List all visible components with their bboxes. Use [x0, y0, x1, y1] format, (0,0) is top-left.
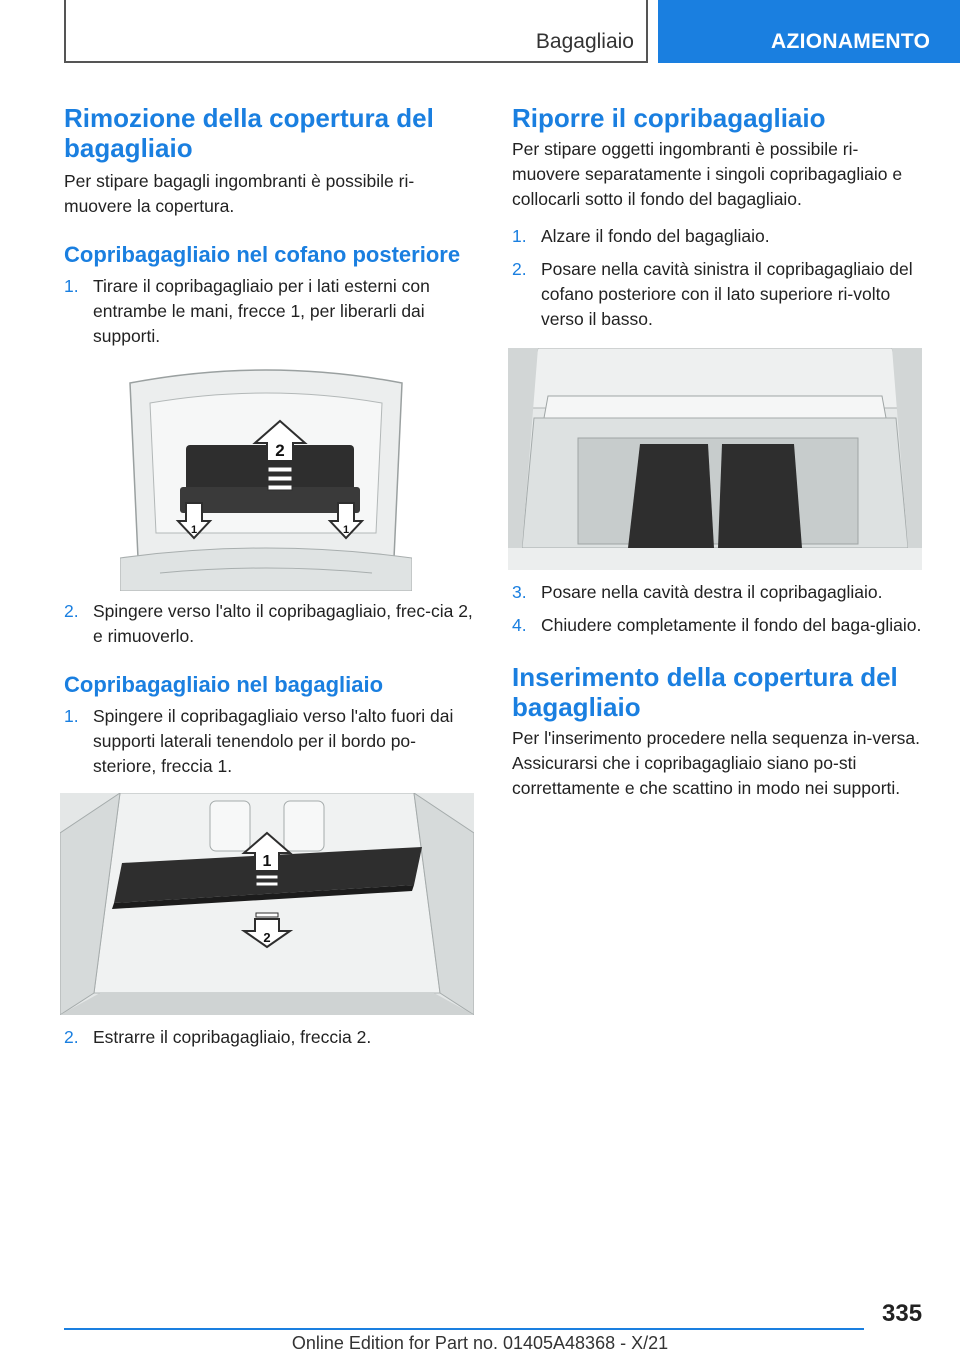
- list-item: [512, 580, 926, 605]
- step-number: 3.: [512, 582, 527, 602]
- cover-lower-edge: [180, 487, 360, 513]
- step-number: 2.: [64, 601, 79, 621]
- heading-insert-cover: Inserimento della copertura del bagagliaio: [512, 662, 898, 722]
- luggage-steps-a: [64, 704, 476, 779]
- heading-luggage-cover: Copribagagliaio nel bagagliaio: [64, 672, 384, 697]
- step-number: 1.: [512, 226, 527, 246]
- step-text: Chiudere completamente il fondo del baga-gliaio.: [541, 615, 922, 635]
- step-text: Posare nella cavità destra il copribagagliaio.: [541, 582, 883, 602]
- step-number: 2.: [64, 1027, 79, 1047]
- figure-tailgate-cover: [120, 363, 412, 591]
- arrow-label-2: 2: [263, 930, 271, 945]
- tailgate-steps-b: [64, 599, 476, 649]
- footer-divider: [64, 1328, 864, 1330]
- luggage-steps-b: [64, 1025, 476, 1050]
- step-number: 2.: [512, 259, 527, 279]
- step-number: 1.: [64, 276, 79, 296]
- arrow-label-1: 1: [262, 853, 272, 870]
- chapter-tab[interactable]: AZIONAMENTO: [658, 0, 960, 63]
- step-text: Spingere il copribagagliaio verso l'alto fuori dai supporti laterali tenendolo per il bordo po-steriore, freccia 1.: [93, 706, 454, 776]
- online-edition-note: Online Edition for Part no. 01405A48368 - X/21: [291, 1333, 669, 1353]
- step-text: Spingere verso l'alto il copribagagliaio, frec-cia 2, e rimuoverlo.: [93, 601, 473, 646]
- left-column: [64, 103, 476, 1050]
- cover-right: [718, 444, 802, 548]
- list-item: [512, 257, 926, 332]
- arrow-label-1-right: 1: [342, 524, 350, 536]
- list-item: [64, 274, 476, 349]
- heading-removal: Rimozione della copertura del bagagliaio: [64, 103, 434, 163]
- list-item: [64, 599, 476, 649]
- arrow-label-1-left: 1: [190, 524, 198, 536]
- figure-luggage-cover: [60, 793, 474, 1015]
- store-steps-b: [512, 580, 926, 638]
- section-title: Bagagliaio: [535, 30, 634, 53]
- list-item: [512, 613, 926, 638]
- heading-store-cover: Riporre il copribagagliaio: [512, 103, 826, 133]
- header-frame: [64, 0, 648, 63]
- step-number: 4.: [512, 615, 527, 635]
- step-text: Posare nella cavità sinistra il copribagagliaio del cofano posteriore con il lato superiore ri-volto verso il basso.: [541, 259, 913, 329]
- store-steps-a: [512, 224, 926, 332]
- figure-store-under-floor: [508, 348, 922, 570]
- heading-tailgate-cover: Copribagagliaio nel cofano posteriore: [64, 242, 461, 267]
- step-text: Alzare il fondo del bagagliaio.: [541, 226, 770, 246]
- step-text: Estrarre il copribagagliaio, freccia 2.: [93, 1027, 372, 1047]
- right-column: [512, 103, 926, 801]
- step-text: Tirare il copribagagliaio per i lati esterni con entrambe le mani, frecce 1, per liberarli dai supporti.: [93, 276, 430, 346]
- paragraph-insert: Per l'inserimento procedere nella sequenza in-versa. Assicurarsi che i copribagagliaio siano po-sti correttamente e che scattino in modo nei supporti.: [512, 728, 921, 798]
- cover-left: [628, 444, 714, 548]
- paragraph-store: Per stipare oggetti ingombranti è possibile ri-muovere separatamente i singoli copribagagliaio e collocarli sotto il fondo del bagagliaio.: [512, 139, 903, 209]
- page-number: 335: [882, 1300, 923, 1327]
- paragraph-removal: Per stipare bagagli ingombranti è possibile ri-muovere la copertura.: [64, 171, 415, 216]
- list-item: [512, 224, 926, 249]
- list-item: [64, 704, 476, 779]
- list-item: [64, 1025, 476, 1050]
- tailgate-steps-a: [64, 274, 476, 349]
- arrow-label-2: 2: [275, 441, 285, 460]
- step-number: 1.: [64, 706, 79, 726]
